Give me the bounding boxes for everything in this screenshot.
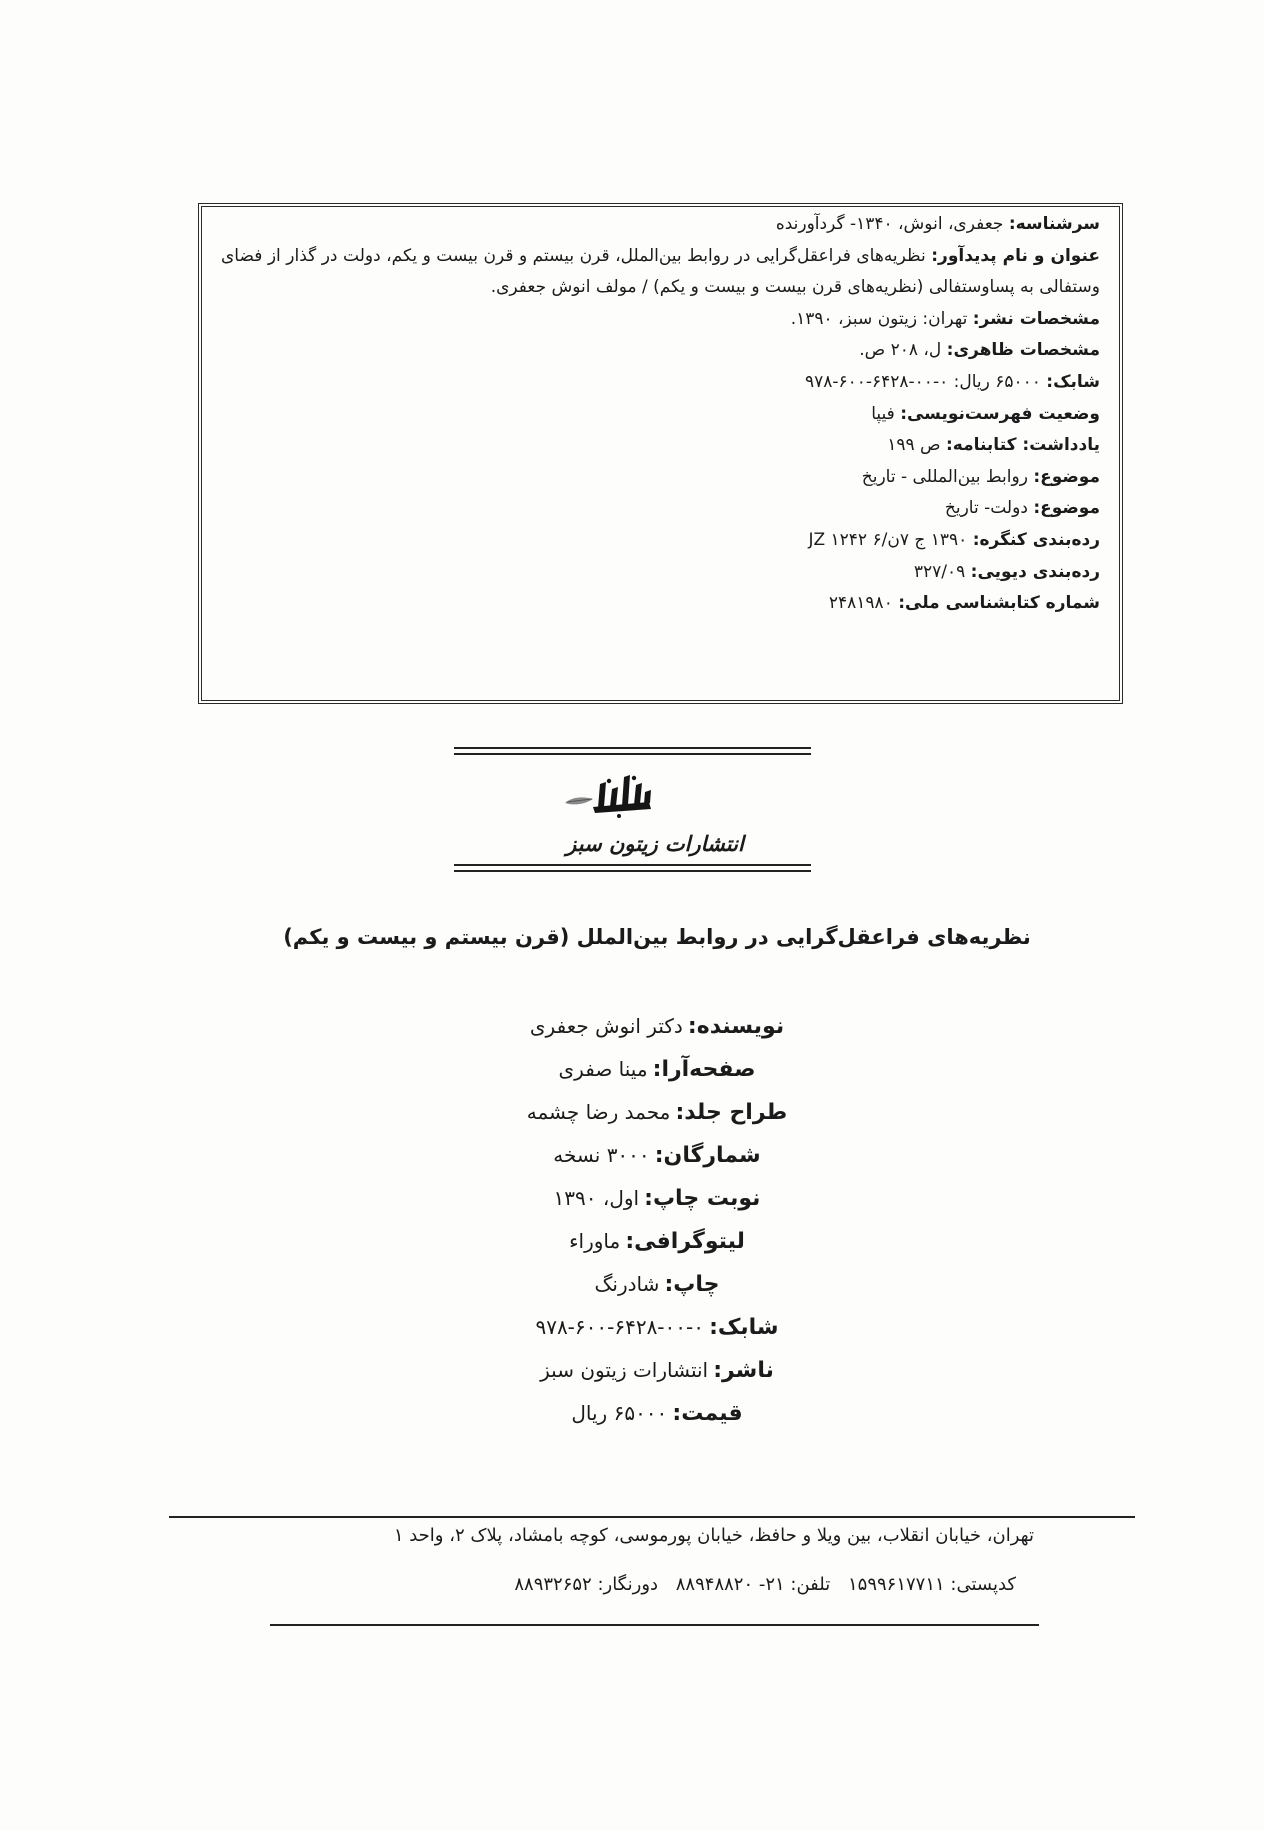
credit-label: نویسنده: — [687, 1014, 785, 1039]
credit-label: قیمت: — [672, 1401, 743, 1426]
cip-isbn: ۹۷۸-۶۰۰-۶۴۲۸-۰۰-۰ — [804, 371, 949, 392]
phone-number: ۲۱- ۸۸۹۴۸۸۲۰ — [675, 1574, 785, 1595]
credit-value: ۳۰۰۰ نسخه — [553, 1143, 650, 1167]
cip-value: ص ۱۹۹ — [887, 435, 941, 456]
cip-entry-lc-classification — [221, 525, 1100, 557]
cip-label: یادداشت: کتابنامه: — [945, 435, 1100, 456]
cip-box — [198, 203, 1123, 704]
cip-entry-subject — [221, 493, 1100, 525]
cip-value: ل، ۲۰۸ ص. — [859, 340, 942, 361]
postal-code-label: کدپستی: — [950, 1574, 1016, 1595]
credit-publisher — [50, 1349, 1264, 1392]
cip-value: ۱۳۹۰ ج ۷ن/۶ ۱۲۴۲ JZ — [808, 529, 968, 550]
credit-value: دکتر انوش جعفری — [529, 1014, 683, 1038]
credit-isbn — [50, 1306, 1264, 1349]
credit-label: ناشر: — [713, 1358, 774, 1383]
contact-line — [514, 1573, 1016, 1597]
cip-label: موضوع: — [1033, 498, 1100, 519]
cip-entry-title — [221, 241, 1100, 304]
cip-entry-national-bib-number — [221, 588, 1100, 620]
zeytoon-sabz-logo-icon — [563, 772, 655, 822]
cip-entry-dewey — [221, 557, 1100, 589]
footer-divider-bottom — [270, 1624, 1039, 1626]
credit-value: ۹۷۸-۶۰۰-۶۴۲۸-۰۰-۰ — [535, 1315, 704, 1339]
postal-code: ۱۵۹۹۶۱۷۷۱۱ — [847, 1574, 945, 1595]
credit-value: انتشارات زیتون سبز — [540, 1358, 709, 1382]
phone-label: تلفن: — [790, 1574, 831, 1595]
cip-value: فیپا — [871, 403, 895, 424]
credit-value: ماوراء — [569, 1229, 621, 1253]
credit-value: محمد رضا چشمه — [526, 1100, 671, 1124]
cip-entry-subject — [221, 462, 1100, 494]
cip-value: دولت- تاریخ — [944, 498, 1028, 519]
address-line: تهران، خیابان انقلاب، بین ویلا و حافظ، خیابان پورموسی، کوچه بامشاد، پلاک ۲، واحد ۱ — [393, 1525, 1034, 1546]
cip-label: رده‌بندی دیویی: — [970, 561, 1100, 582]
double-divider-bottom — [454, 864, 811, 872]
credit-label: چاپ: — [664, 1272, 720, 1297]
credits-block — [50, 1005, 1264, 1435]
cip-label: شماره کتابشناسی ملی: — [898, 593, 1100, 614]
publisher-name: انتشارات زیتون سبز — [566, 832, 744, 856]
cip-entry-isbn — [221, 367, 1100, 399]
credit-label: طراح جلد: — [675, 1100, 788, 1125]
footer-divider-top — [169, 1516, 1135, 1518]
credit-value: شادرنگ — [594, 1272, 660, 1296]
double-divider-top — [454, 747, 811, 755]
cip-entry-physical — [221, 335, 1100, 367]
cip-value: روابط بین‌المللی - تاریخ — [861, 466, 1028, 487]
book-title: نظریه‌های فراعقل‌گرایی در روابط بین‌الملل (قرن بیستم و بیست و یکم) — [283, 925, 1031, 949]
cip-label: مشخصات ظاهری: — [946, 340, 1100, 361]
cip-value: نظریه‌های فراعقل‌گرایی در روابط بین‌الملل، قرن بیستم و قرن بیست و یکم، دولت در گذار از فضای وستفالی به پساوستفالی (نظریه‌های قرن بیست و بیست و یکم) / مولف انوش جعفری. — [221, 245, 1100, 298]
credit-price — [50, 1392, 1264, 1435]
credit-printing — [50, 1263, 1264, 1306]
credit-lithography — [50, 1220, 1264, 1263]
credit-author — [50, 1005, 1264, 1048]
cip-label: مشخصات نشر: — [972, 308, 1100, 329]
cip-value: ۳۲۷/۰۹ — [913, 561, 966, 582]
cip-entry-cataloging-status — [221, 399, 1100, 431]
cip-label: عنوان و نام پدیدآور: — [931, 245, 1100, 266]
credit-label: شمارگان: — [654, 1143, 761, 1168]
cip-value: ۲۴۸۱۹۸۰ — [828, 593, 893, 614]
credit-label: شابک: — [709, 1315, 779, 1340]
cip-entry-main-entry — [221, 209, 1100, 241]
credit-layout — [50, 1048, 1264, 1091]
fax-label: دورنگار: — [597, 1574, 659, 1595]
cip-label: سرشناسه: — [1008, 214, 1100, 234]
cip-entry-publication — [221, 304, 1100, 336]
credit-label: نوبت چاپ: — [644, 1186, 761, 1211]
cip-label: وضعیت فهرست‌نویسی: — [900, 403, 1100, 424]
cip-value: ۶۵۰۰۰ ریال: — [953, 371, 1041, 392]
cip-label: شابک: — [1046, 371, 1100, 392]
fax-number: ۸۸۹۳۲۶۵۲ — [514, 1574, 592, 1595]
credit-cover-designer — [50, 1091, 1264, 1134]
credit-label: صفحه‌آرا: — [652, 1057, 756, 1082]
cip-label: موضوع: — [1033, 466, 1100, 487]
cip-label: رده‌بندی کنگره: — [972, 529, 1100, 550]
credit-value: مینا صفری — [558, 1057, 648, 1081]
cip-value: جعفری، انوش، ۱۳۴۰- گردآورنده — [775, 214, 1004, 234]
credit-value: ۶۵۰۰۰ ریال — [571, 1401, 668, 1425]
cip-value: تهران: زیتون سبز، ۱۳۹۰. — [790, 308, 968, 329]
credit-print-run — [50, 1134, 1264, 1177]
cip-entry-note — [221, 430, 1100, 462]
credit-label: لیتوگرافی: — [625, 1229, 745, 1254]
credit-value: اول، ۱۳۹۰ — [553, 1186, 640, 1210]
credit-edition — [50, 1177, 1264, 1220]
